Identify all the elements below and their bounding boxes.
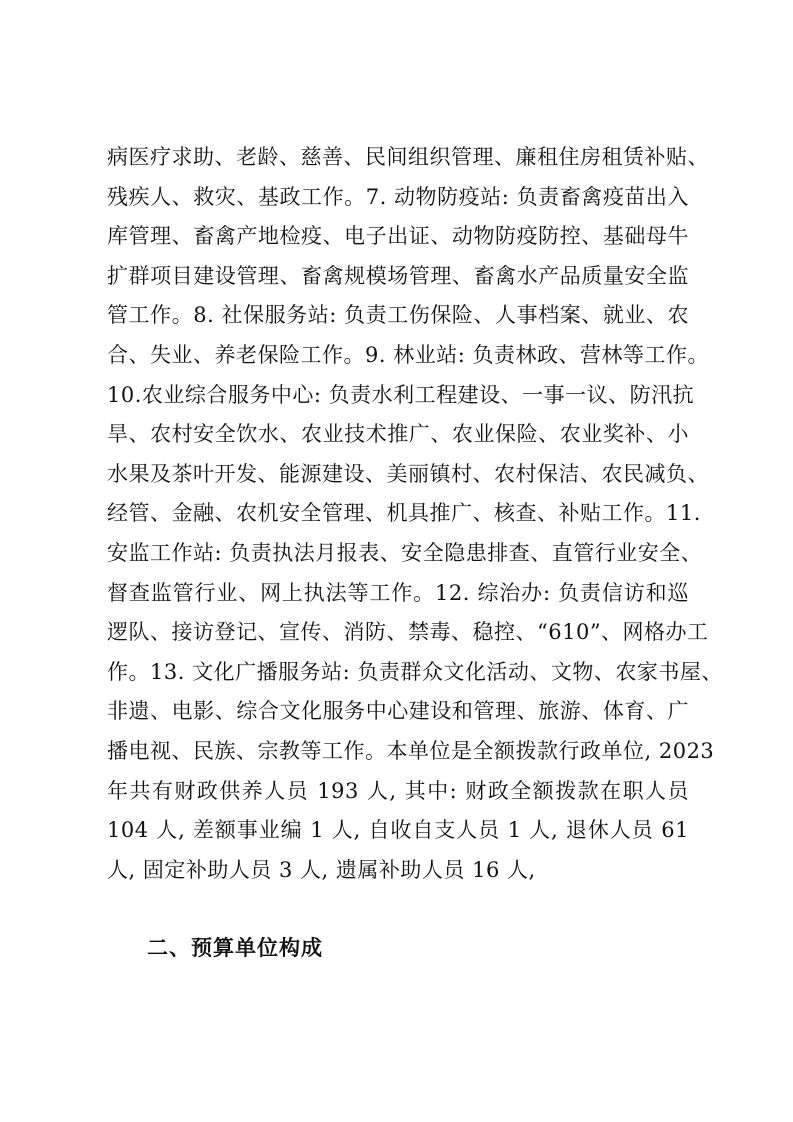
- text-line: 残疾人、救灾、基政工作。7. 动物防疫站: 负责畜禽疫苗出入: [107, 184, 689, 209]
- text-line: 水果及茶叶开发、能源建设、美丽镇村、农村保洁、农民减负、: [107, 461, 709, 486]
- text-line: 非遗、电影、综合文化服务中心建设和管理、旅游、体育、广: [107, 699, 689, 724]
- text-line: 逻队、接访登记、宣传、消防、禁毒、稳控、“610”、网格办工: [107, 620, 709, 645]
- text-line: 安监工作站: 负责执法月报表、安全隐患排查、直管行业安全、: [107, 540, 703, 565]
- text-line: 督查监管行业、网上执法等工作。12. 综治办: 负责信访和巡: [107, 580, 689, 605]
- text-line: 人, 固定补助人员 3 人, 遗属补助人员 16 人,: [107, 857, 536, 882]
- text-line: 经管、金融、农机安全管理、机具推广、核查、补贴工作。11.: [107, 501, 701, 526]
- text-line: 病医疗求助、老龄、慈善、民间组织管理、廉租住房租赁补贴、: [107, 145, 709, 169]
- text-line: 104 人, 差额事业编 1 人, 自收自支人员 1 人, 退休人员 61: [107, 818, 689, 843]
- section-heading: 二、预算单位构成: [147, 936, 323, 960]
- text-line: 扩群项目建设管理、畜禽规模场管理、畜禽水产品质量安全监: [107, 263, 689, 288]
- text-line: 播电视、民族、宗教等工作。本单位是全额拨款行政单位, 2023: [107, 738, 715, 763]
- text-line: 管工作。8. 社保服务站: 负责工伤保险、人事档案、就业、农: [107, 303, 689, 328]
- text-line: 库管理、畜禽产地检疫、电子出证、动物防疫防控、基础母牛: [107, 224, 689, 249]
- body-paragraph: [107, 138, 723, 890]
- text-line: 旱、农村安全饮水、农业技术推广、农业保险、农业奖补、小: [107, 422, 689, 447]
- text-line: 年共有财政供养人员 193 人, 其中: 财政全额拨款在职人员: [107, 778, 689, 803]
- text-line: 10.农业综合服务中心: 负责水利工程建设、一事一议、防汛抗: [107, 382, 695, 407]
- text-line: 作。13. 文化广播服务站: 负责群众文化活动、文物、农家书屋、: [107, 659, 723, 684]
- text-line: 合、失业、养老保险工作。9. 林业站: 负责林政、营林等工作。: [107, 342, 709, 367]
